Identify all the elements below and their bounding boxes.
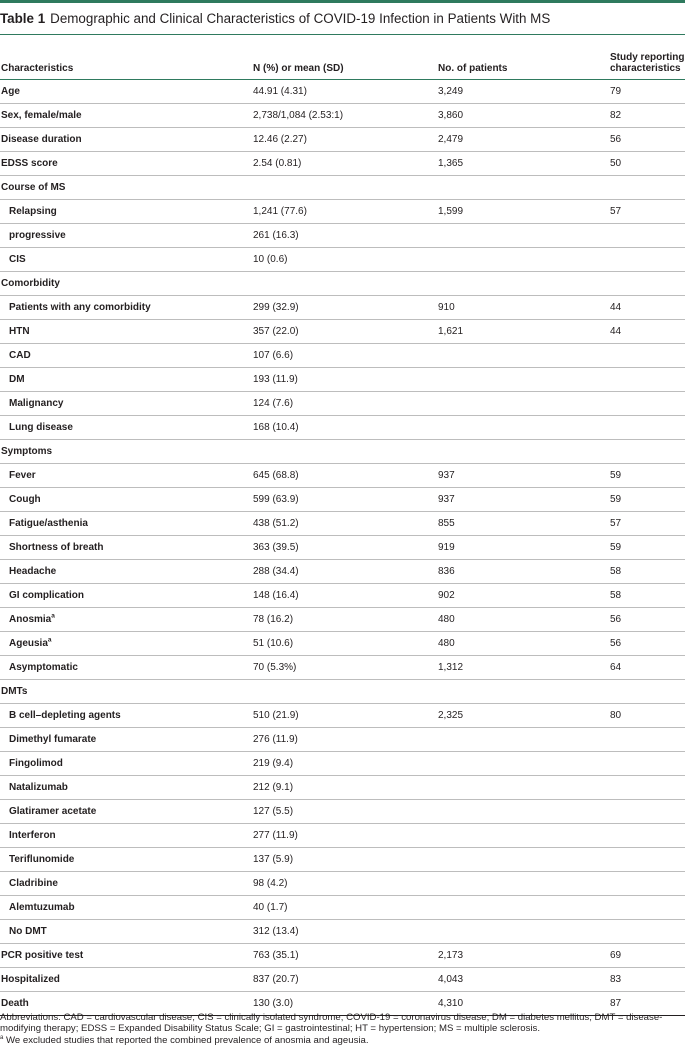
cell-value: 148 (16.4) bbox=[252, 584, 437, 608]
row-label bbox=[0, 824, 252, 848]
row-label bbox=[0, 344, 252, 368]
cell-patients: 4,043 bbox=[437, 968, 609, 992]
cell-value: 599 (63.9) bbox=[252, 488, 437, 512]
cell-patients: 2,173 bbox=[437, 944, 609, 968]
row-label-text: Fatigue/asthenia bbox=[9, 517, 88, 529]
row-label-text: Anosmia bbox=[9, 613, 52, 625]
cell-patients: 3,249 bbox=[437, 80, 609, 104]
cell-value: 51 (10.6) bbox=[252, 632, 437, 656]
cell-studies: 44 bbox=[609, 320, 685, 344]
cell-value bbox=[252, 272, 437, 296]
cell-studies bbox=[609, 440, 685, 464]
cell-value: 127 (5.5) bbox=[252, 800, 437, 824]
cell-patients: 937 bbox=[437, 464, 609, 488]
cell-value: 12.46 (2.27) bbox=[252, 128, 437, 152]
row-label bbox=[0, 632, 252, 656]
cell-value: 438 (51.2) bbox=[252, 512, 437, 536]
cell-patients bbox=[437, 416, 609, 440]
cell-studies bbox=[609, 800, 685, 824]
row-label bbox=[0, 152, 252, 176]
row-label-text: Lung disease bbox=[9, 421, 73, 433]
table-row bbox=[0, 680, 685, 704]
row-label bbox=[0, 776, 252, 800]
cell-studies bbox=[609, 728, 685, 752]
row-label bbox=[0, 560, 252, 584]
cell-studies: 56 bbox=[609, 128, 685, 152]
cell-studies: 59 bbox=[609, 536, 685, 560]
row-label bbox=[0, 680, 252, 704]
row-label-text: Comorbidity bbox=[1, 277, 60, 289]
row-label bbox=[0, 656, 252, 680]
row-label-text: DMTs bbox=[1, 685, 28, 697]
column-header-value: N (%) or mean (SD) bbox=[252, 35, 437, 80]
cell-studies: 44 bbox=[609, 296, 685, 320]
column-header-characteristics: Characteristics bbox=[0, 35, 252, 80]
row-label bbox=[0, 440, 252, 464]
cell-value: 193 (11.9) bbox=[252, 368, 437, 392]
column-header-studies: Study reporting characteristics bbox=[609, 35, 685, 80]
table-row bbox=[0, 320, 685, 344]
cell-studies: 57 bbox=[609, 200, 685, 224]
row-label-text: Natalizumab bbox=[9, 781, 68, 793]
cell-studies: 64 bbox=[609, 656, 685, 680]
table-row bbox=[0, 80, 685, 104]
cell-patients: 836 bbox=[437, 560, 609, 584]
row-label bbox=[0, 584, 252, 608]
cell-patients bbox=[437, 848, 609, 872]
cell-studies bbox=[609, 872, 685, 896]
cell-studies: 80 bbox=[609, 704, 685, 728]
row-label-text: Ageusia bbox=[9, 637, 48, 649]
cell-value: 837 (20.7) bbox=[252, 968, 437, 992]
row-label bbox=[0, 536, 252, 560]
cell-patients: 2,479 bbox=[437, 128, 609, 152]
cell-patients: 480 bbox=[437, 632, 609, 656]
row-label-text: Shortness of breath bbox=[9, 541, 104, 553]
table-row bbox=[0, 272, 685, 296]
characteristics-table bbox=[0, 34, 685, 1016]
cell-value: 2,738/1,084 (2.53:1) bbox=[252, 104, 437, 128]
table-row bbox=[0, 632, 685, 656]
row-label-text: Alemtuzumab bbox=[9, 901, 75, 913]
cell-patients bbox=[437, 680, 609, 704]
row-label bbox=[0, 728, 252, 752]
cell-studies bbox=[609, 680, 685, 704]
cell-patients bbox=[437, 920, 609, 944]
row-label-text: Symptoms bbox=[1, 445, 53, 457]
cell-value: 44.91 (4.31) bbox=[252, 80, 437, 104]
row-label-text: Dimethyl fumarate bbox=[9, 733, 97, 745]
table-header-row bbox=[0, 35, 685, 80]
cell-studies bbox=[609, 248, 685, 272]
footnote-mark: a bbox=[51, 612, 55, 620]
row-label bbox=[0, 104, 252, 128]
cell-patients: 1,621 bbox=[437, 320, 609, 344]
table-row bbox=[0, 728, 685, 752]
cell-studies bbox=[609, 752, 685, 776]
row-label-text: Death bbox=[1, 997, 29, 1009]
cell-patients bbox=[437, 224, 609, 248]
cell-patients: 902 bbox=[437, 584, 609, 608]
row-label bbox=[0, 392, 252, 416]
cell-value: 98 (4.2) bbox=[252, 872, 437, 896]
cell-value: 510 (21.9) bbox=[252, 704, 437, 728]
row-label bbox=[0, 488, 252, 512]
table-row bbox=[0, 968, 685, 992]
table-row bbox=[0, 776, 685, 800]
cell-studies: 58 bbox=[609, 560, 685, 584]
table-row bbox=[0, 704, 685, 728]
row-label bbox=[0, 608, 252, 632]
cell-value: 288 (34.4) bbox=[252, 560, 437, 584]
cell-patients bbox=[437, 392, 609, 416]
table-row bbox=[0, 416, 685, 440]
top-accent-bar bbox=[0, 0, 685, 3]
cell-studies: 56 bbox=[609, 608, 685, 632]
cell-patients bbox=[437, 872, 609, 896]
row-label bbox=[0, 968, 252, 992]
cell-studies bbox=[609, 368, 685, 392]
cell-value bbox=[252, 440, 437, 464]
cell-patients: 1,365 bbox=[437, 152, 609, 176]
table-caption: Demographic and Clinical Characteristics of COVID-19 Infection in Patients With MS bbox=[50, 11, 551, 26]
row-label-text: Glatiramer acetate bbox=[9, 805, 97, 817]
table-row bbox=[0, 536, 685, 560]
cell-value: 137 (5.9) bbox=[252, 848, 437, 872]
row-label bbox=[0, 248, 252, 272]
row-label-text: Hospitalized bbox=[1, 973, 60, 985]
row-label bbox=[0, 872, 252, 896]
row-label bbox=[0, 848, 252, 872]
cell-patients bbox=[437, 800, 609, 824]
row-label-text: Age bbox=[1, 85, 20, 97]
cell-value: 763 (35.1) bbox=[252, 944, 437, 968]
footnote-mark: a bbox=[47, 636, 52, 644]
table-row bbox=[0, 104, 685, 128]
cell-studies bbox=[609, 416, 685, 440]
row-label-text: CIS bbox=[9, 253, 26, 265]
cell-studies: 56 bbox=[609, 632, 685, 656]
row-label-text: Patients with any comorbidity bbox=[9, 301, 151, 313]
table-row bbox=[0, 152, 685, 176]
cell-value: 40 (1.7) bbox=[252, 896, 437, 920]
table-row bbox=[0, 584, 685, 608]
cell-patients bbox=[437, 896, 609, 920]
table-row bbox=[0, 200, 685, 224]
cell-studies: 59 bbox=[609, 488, 685, 512]
cell-studies bbox=[609, 896, 685, 920]
row-label bbox=[0, 944, 252, 968]
table-row bbox=[0, 368, 685, 392]
cell-value: 219 (9.4) bbox=[252, 752, 437, 776]
cell-patients bbox=[437, 776, 609, 800]
cell-studies bbox=[609, 176, 685, 200]
cell-value: 645 (68.8) bbox=[252, 464, 437, 488]
row-label bbox=[0, 920, 252, 944]
row-label-text: Headache bbox=[9, 565, 57, 577]
row-label bbox=[0, 416, 252, 440]
cell-value: 168 (10.4) bbox=[252, 416, 437, 440]
cell-value: 277 (11.9) bbox=[252, 824, 437, 848]
table-row bbox=[0, 560, 685, 584]
row-label bbox=[0, 464, 252, 488]
cell-value bbox=[252, 176, 437, 200]
table-row bbox=[0, 752, 685, 776]
table-row bbox=[0, 392, 685, 416]
cell-studies bbox=[609, 392, 685, 416]
table-body bbox=[0, 80, 685, 1016]
row-label-text: Fingolimod bbox=[9, 757, 63, 769]
cell-studies: 57 bbox=[609, 512, 685, 536]
row-label-text: Cough bbox=[9, 493, 41, 505]
cell-value: 212 (9.1) bbox=[252, 776, 437, 800]
table-row bbox=[0, 248, 685, 272]
cell-value bbox=[252, 680, 437, 704]
cell-value: 2.54 (0.81) bbox=[252, 152, 437, 176]
table-row bbox=[0, 440, 685, 464]
cell-value: 357 (22.0) bbox=[252, 320, 437, 344]
row-label bbox=[0, 224, 252, 248]
cell-patients bbox=[437, 752, 609, 776]
cell-patients bbox=[437, 368, 609, 392]
table-row bbox=[0, 872, 685, 896]
footnote-text: We excluded studies that reported the combined prevalence of anosmia and ageusia. bbox=[6, 1034, 369, 1046]
cell-value: 312 (13.4) bbox=[252, 920, 437, 944]
row-label-text: Disease duration bbox=[1, 133, 82, 145]
cell-value: 1,241 (77.6) bbox=[252, 200, 437, 224]
table-row bbox=[0, 824, 685, 848]
table-row bbox=[0, 920, 685, 944]
cell-studies: 69 bbox=[609, 944, 685, 968]
cell-patients bbox=[437, 248, 609, 272]
cell-studies bbox=[609, 824, 685, 848]
row-label-text: CAD bbox=[9, 349, 31, 361]
cell-studies bbox=[609, 224, 685, 248]
table-row bbox=[0, 296, 685, 320]
row-label-text: Teriflunomide bbox=[9, 853, 75, 865]
cell-studies: 82 bbox=[609, 104, 685, 128]
cell-value: 124 (7.6) bbox=[252, 392, 437, 416]
cell-value: 261 (16.3) bbox=[252, 224, 437, 248]
cell-patients bbox=[437, 728, 609, 752]
row-label-text: Relapsing bbox=[9, 205, 57, 217]
row-label-text: progressive bbox=[9, 229, 66, 241]
cell-patients bbox=[437, 272, 609, 296]
row-label bbox=[0, 272, 252, 296]
row-label-text: Asymptomatic bbox=[9, 661, 78, 673]
cell-patients: 937 bbox=[437, 488, 609, 512]
row-label-text: HTN bbox=[9, 325, 30, 337]
cell-value: 299 (32.9) bbox=[252, 296, 437, 320]
cell-patients: 4,310 bbox=[437, 992, 609, 1016]
row-label bbox=[0, 704, 252, 728]
cell-patients: 910 bbox=[437, 296, 609, 320]
row-label bbox=[0, 320, 252, 344]
cell-studies: 87 bbox=[609, 992, 685, 1016]
cell-patients bbox=[437, 176, 609, 200]
cell-patients: 480 bbox=[437, 608, 609, 632]
row-label bbox=[0, 296, 252, 320]
cell-studies bbox=[609, 920, 685, 944]
cell-studies: 83 bbox=[609, 968, 685, 992]
cell-studies: 50 bbox=[609, 152, 685, 176]
row-label bbox=[0, 752, 252, 776]
row-label-text: DM bbox=[9, 373, 25, 385]
table-row bbox=[0, 488, 685, 512]
row-label bbox=[0, 800, 252, 824]
column-header-patients: No. of patients bbox=[437, 35, 609, 80]
table-row bbox=[0, 848, 685, 872]
cell-value: 107 (6.6) bbox=[252, 344, 437, 368]
row-label-text: No DMT bbox=[9, 925, 47, 937]
cell-patients: 919 bbox=[437, 536, 609, 560]
cell-value: 276 (11.9) bbox=[252, 728, 437, 752]
cell-value: 10 (0.6) bbox=[252, 248, 437, 272]
table-row bbox=[0, 512, 685, 536]
table-footnotes bbox=[0, 1012, 685, 1046]
row-label-text: Malignancy bbox=[9, 397, 64, 409]
cell-studies: 58 bbox=[609, 584, 685, 608]
cell-studies: 59 bbox=[609, 464, 685, 488]
cell-patients bbox=[437, 824, 609, 848]
row-label-text: Interferon bbox=[9, 829, 56, 841]
abbreviations-note: Abbreviations: CAD = cardiovascular disease; CIS = clinically isolated syndrome; COVID-19 = coronavirus disease; DM = diabetes mellitus; DMT = disease-modifying therapy; EDSS = Expanded Disability Status Scale; GI = gastrointestinal; HT = hypertension; MS = multiple sclerosis. bbox=[0, 1012, 663, 1035]
row-label-text: EDSS score bbox=[1, 157, 58, 169]
row-label bbox=[0, 128, 252, 152]
cell-studies bbox=[609, 848, 685, 872]
footnote-a bbox=[0, 1035, 685, 1046]
table-row bbox=[0, 896, 685, 920]
row-label-text: Course of MS bbox=[1, 181, 66, 193]
table-row bbox=[0, 224, 685, 248]
cell-value: 78 (16.2) bbox=[252, 608, 437, 632]
table-row bbox=[0, 608, 685, 632]
row-label bbox=[0, 200, 252, 224]
cell-studies: 79 bbox=[609, 80, 685, 104]
cell-value: 363 (39.5) bbox=[252, 536, 437, 560]
cell-value: 130 (3.0) bbox=[252, 992, 437, 1016]
row-label-text: Fever bbox=[9, 469, 36, 481]
row-label-text: B cell–depleting agents bbox=[9, 709, 121, 721]
table-row bbox=[0, 464, 685, 488]
cell-patients: 1,599 bbox=[437, 200, 609, 224]
table-title bbox=[0, 10, 685, 28]
table-row bbox=[0, 344, 685, 368]
table-row bbox=[0, 656, 685, 680]
cell-value: 70 (5.3%) bbox=[252, 656, 437, 680]
table-row bbox=[0, 128, 685, 152]
cell-patients bbox=[437, 440, 609, 464]
row-label bbox=[0, 512, 252, 536]
row-label bbox=[0, 896, 252, 920]
row-label bbox=[0, 368, 252, 392]
row-label-text: PCR positive test bbox=[1, 949, 84, 961]
cell-patients bbox=[437, 344, 609, 368]
cell-studies bbox=[609, 776, 685, 800]
footnote-mark: a bbox=[0, 1034, 4, 1041]
cell-patients: 3,860 bbox=[437, 104, 609, 128]
row-label bbox=[0, 176, 252, 200]
cell-studies bbox=[609, 272, 685, 296]
table-row bbox=[0, 800, 685, 824]
cell-patients: 1,312 bbox=[437, 656, 609, 680]
cell-studies bbox=[609, 344, 685, 368]
row-label-text: Sex, female/male bbox=[1, 109, 82, 121]
row-label-text: GI complication bbox=[9, 589, 85, 601]
table-number: Table 1 bbox=[0, 11, 46, 26]
table-row bbox=[0, 944, 685, 968]
row-label bbox=[0, 80, 252, 104]
table-row bbox=[0, 176, 685, 200]
cell-patients: 2,325 bbox=[437, 704, 609, 728]
row-label-text: Cladribine bbox=[9, 877, 58, 889]
cell-patients: 855 bbox=[437, 512, 609, 536]
